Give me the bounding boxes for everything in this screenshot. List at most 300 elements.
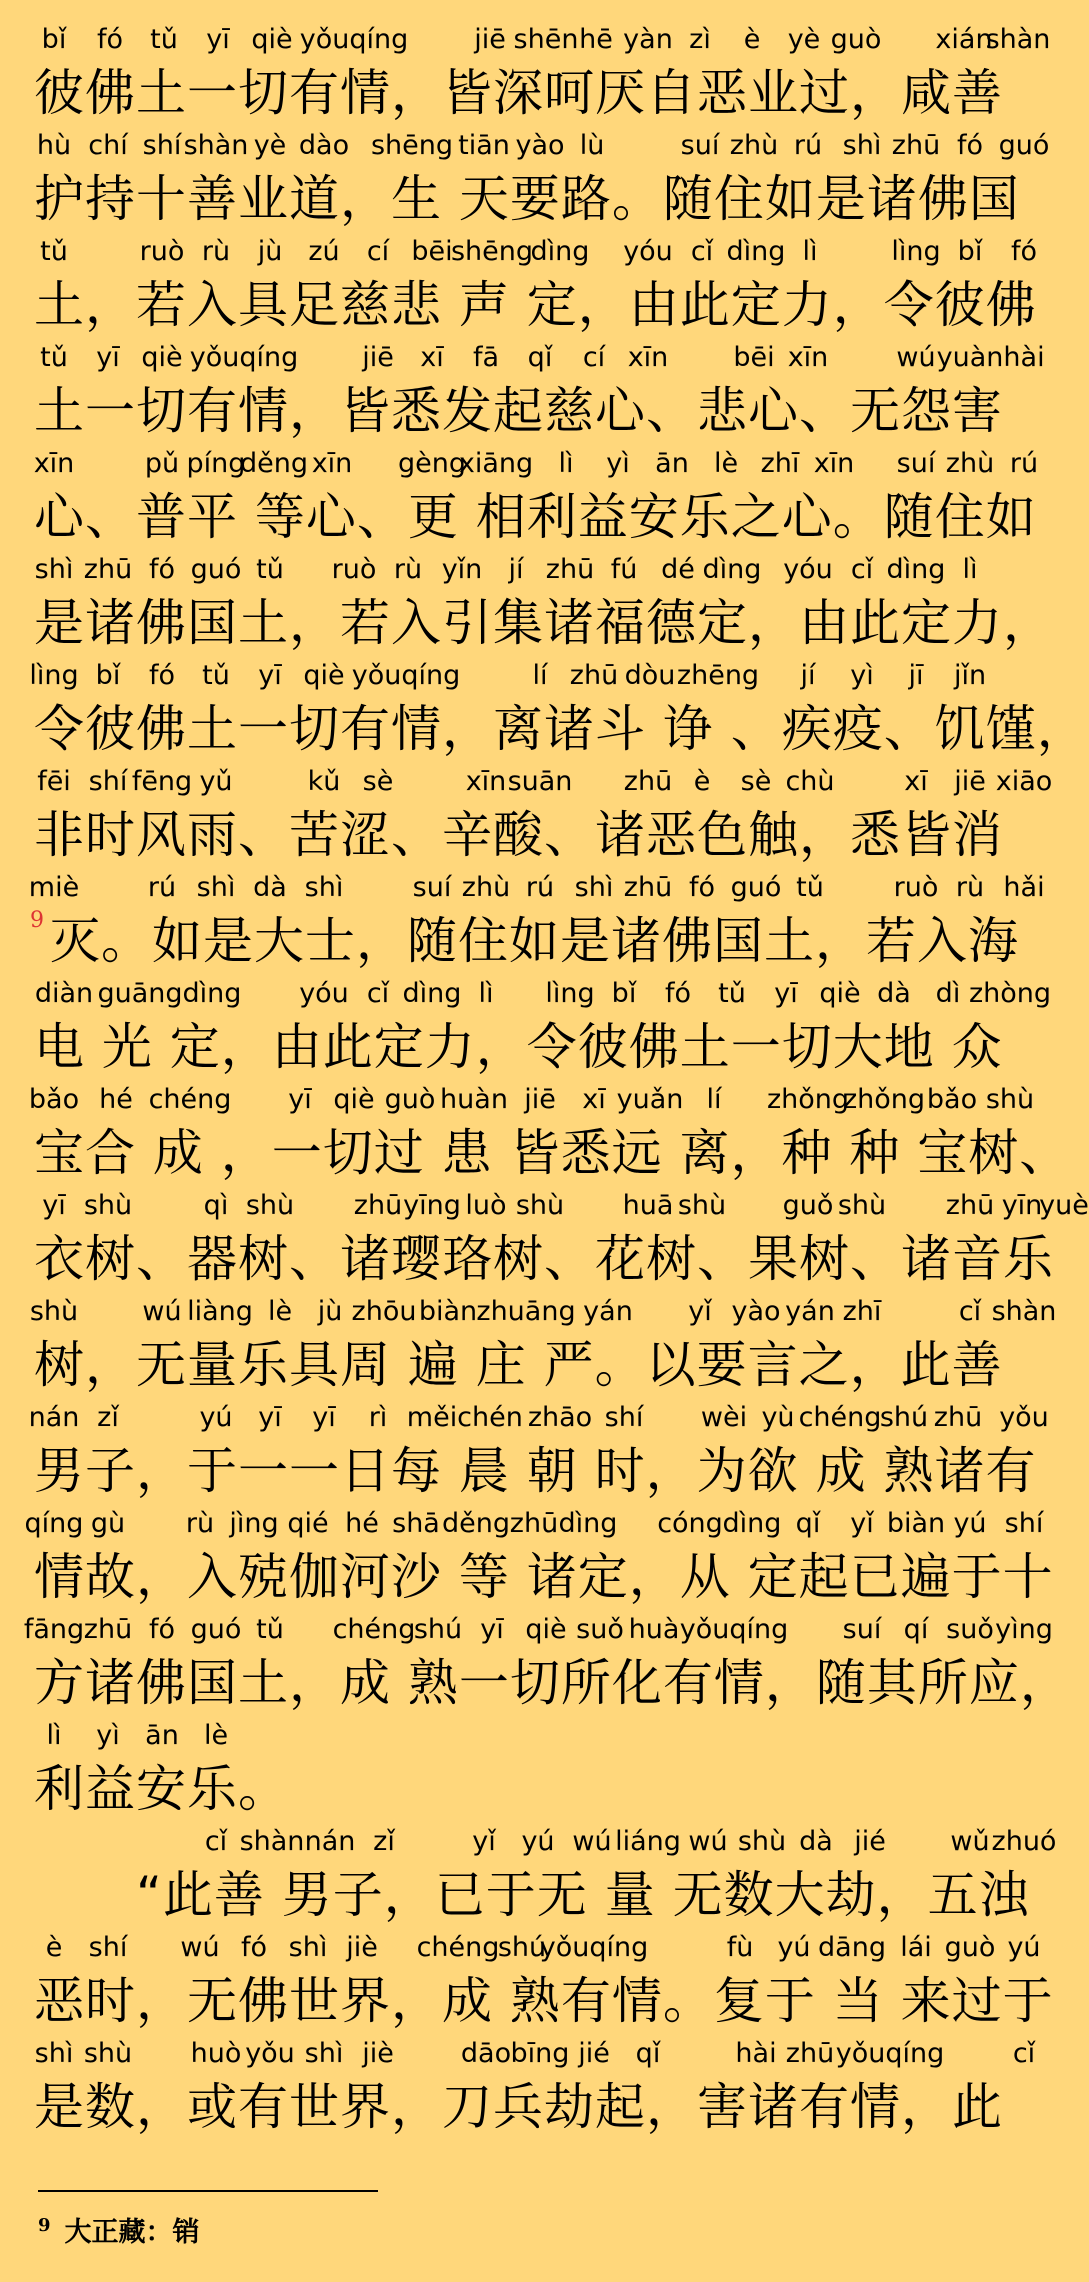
pinyin-syllable: yóu	[623, 236, 673, 267]
text-line	[0, 974, 1080, 1080]
pinyin-syllable: cóng	[657, 1508, 723, 1539]
pinyin-syllable: jié	[578, 2038, 610, 2069]
pinyin-syllable: shù	[83, 2038, 133, 2069]
pinyin-syllable: qiè	[819, 978, 861, 1009]
pinyin-syllable: chéng	[416, 1932, 500, 1963]
pinyin-syllable: shí	[604, 1402, 644, 1433]
pinyin-syllable: qiè	[251, 24, 293, 55]
chinese-text: 利益安乐。	[34, 1760, 289, 1818]
pinyin-syllable: cǐ	[958, 1296, 982, 1327]
pinyin-syllable: děng	[239, 448, 309, 479]
pinyin-syllable: qíng	[24, 1508, 84, 1539]
pinyin-syllable: rù	[955, 872, 985, 903]
pinyin-syllable: xīn	[787, 342, 829, 373]
pinyin-syllable: rì	[368, 1402, 388, 1433]
pinyin-syllable: è	[693, 766, 711, 797]
pinyin-syllable: yú	[953, 1508, 987, 1539]
pinyin-syllable: shàn	[183, 130, 249, 161]
pinyin-syllable: cǐ	[204, 1826, 228, 1857]
chinese-text: 衣树、器树、诸璎珞树、花树、果树、诸音乐	[34, 1230, 1054, 1288]
pinyin-syllable: xīn	[465, 766, 507, 797]
pinyin-syllable: yǒu	[245, 2038, 295, 2069]
pinyin-syllable: guò	[384, 1084, 436, 1115]
pinyin-syllable: yǒuqíng	[299, 24, 409, 55]
pinyin-syllable: hǎi	[1003, 872, 1045, 903]
pinyin-syllable: zhù	[729, 130, 779, 161]
pinyin-syllable: shēng	[450, 236, 534, 267]
pinyin-syllable: sè	[740, 766, 772, 797]
pinyin-syllable: lè	[203, 1720, 229, 1751]
pinyin-syllable: shí	[88, 1932, 128, 1963]
pinyin-syllable: tǔ	[256, 554, 284, 585]
pinyin-syllable: xián	[935, 24, 993, 55]
pinyin-syllable: wú	[896, 342, 936, 373]
pinyin-syllable: biàn	[418, 1296, 478, 1327]
text-line	[0, 1398, 1080, 1504]
pinyin-syllable: bǐ	[41, 24, 67, 55]
pinyin-syllable: cí	[366, 236, 390, 267]
pinyin-syllable: shù	[837, 1190, 887, 1221]
pinyin-syllable: rù	[201, 236, 231, 267]
pinyin-syllable: gù	[90, 1508, 126, 1539]
pinyin-syllable: nán	[304, 1826, 356, 1857]
pinyin-syllable: yī	[480, 1614, 504, 1645]
pinyin-syllable: ruò	[893, 872, 939, 903]
pinyin-syllable: suí	[412, 872, 452, 903]
pinyin-row	[0, 1822, 1080, 1862]
pinyin-syllable: rú	[147, 872, 177, 903]
pinyin-syllable: dìng	[182, 978, 242, 1009]
pinyin-syllable: yóu	[299, 978, 349, 1009]
pinyin-row	[0, 1504, 1080, 1544]
pinyin-syllable: shì	[574, 872, 614, 903]
pinyin-syllable: dìng	[886, 554, 946, 585]
pinyin-syllable: yǔ	[199, 766, 233, 797]
pinyin-syllable: tiān	[458, 130, 510, 161]
pinyin-syllable: jìng	[229, 1508, 279, 1539]
pinyin-syllable: zhū	[353, 1190, 403, 1221]
pinyin-syllable: yī	[774, 978, 798, 1009]
chinese-text: 方诸佛国土，成 熟一切所化有情，随其所应，	[34, 1654, 1071, 1712]
pinyin-syllable: yuǎn	[616, 1084, 684, 1115]
pinyin-syllable: fó	[1010, 236, 1038, 267]
pinyin-syllable: guò	[830, 24, 882, 55]
pinyin-row	[0, 868, 1080, 908]
pinyin-syllable: shù	[515, 1190, 565, 1221]
pinyin-syllable: hù	[36, 130, 72, 161]
pinyin-syllable: qiè	[141, 342, 183, 373]
pinyin-syllable: pǔ	[144, 448, 180, 479]
pinyin-syllable: yǒuqíng	[539, 1932, 649, 1963]
chinese-text: 是数，或有世界，刀兵劫起，害诸有情，此	[34, 2078, 1003, 2136]
pinyin-syllable: dìng	[530, 236, 590, 267]
pinyin-syllable: jù	[257, 236, 283, 267]
pinyin-syllable: shù	[29, 1296, 79, 1327]
text-line	[0, 550, 1080, 656]
pinyin-syllable: zhòng	[968, 978, 1052, 1009]
pinyin-syllable: dāng	[818, 1932, 886, 1963]
pinyin-syllable: jiè	[362, 2038, 394, 2069]
pinyin-syllable: lì	[558, 448, 574, 479]
pinyin-syllable: lìng	[545, 978, 595, 1009]
pinyin-row	[0, 1716, 1080, 1756]
pinyin-syllable: shā	[392, 1508, 440, 1539]
pinyin-syllable: dìng	[726, 236, 786, 267]
pinyin-syllable: shēn	[513, 24, 579, 55]
pinyin-row	[0, 2034, 1080, 2074]
pinyin-syllable: yàn	[623, 24, 673, 55]
pinyin-syllable: bǐ	[611, 978, 637, 1009]
pinyin-syllable: rú	[793, 130, 823, 161]
text-line	[0, 20, 1080, 126]
text-line	[0, 1822, 1080, 1928]
pinyin-syllable: zhū	[933, 1402, 983, 1433]
pinyin-syllable: shù	[245, 1190, 295, 1221]
pinyin-row	[0, 1080, 1080, 1120]
pinyin-syllable: tǔ	[40, 342, 68, 373]
pinyin-syllable: shì	[842, 130, 882, 161]
text-line	[0, 1186, 1089, 1292]
pinyin-syllable: hài	[735, 2038, 777, 2069]
pinyin-syllable: dāo	[460, 2038, 512, 2069]
text-line	[0, 338, 1080, 444]
pinyin-syllable: lè	[713, 448, 739, 479]
pinyin-row	[0, 1186, 1089, 1226]
pinyin-syllable: wú	[688, 1826, 728, 1857]
pinyin-syllable: zhū	[891, 130, 941, 161]
text-line	[0, 1504, 1080, 1610]
pinyin-syllable: yuè	[1039, 1190, 1089, 1221]
footnote-text: 大正藏：销	[64, 2217, 200, 2248]
pinyin-syllable: wú	[142, 1296, 182, 1327]
pinyin-syllable: shàn	[991, 1296, 1057, 1327]
pinyin-syllable: dà	[877, 978, 911, 1009]
pinyin-syllable: yú	[777, 1932, 811, 1963]
chinese-text: 恶时，无佛世界，成 熟有情。复于 当 来过于	[34, 1972, 1054, 2030]
pinyin-syllable: chéng	[148, 1084, 232, 1115]
pinyin-syllable: yǒu	[999, 1402, 1049, 1433]
pinyin-syllable: jiē	[474, 24, 506, 55]
pinyin-syllable: zhū	[545, 554, 595, 585]
pinyin-row	[0, 126, 1080, 166]
pinyin-syllable: zhī	[760, 448, 800, 479]
pinyin-row	[0, 656, 1080, 696]
pinyin-syllable: yè	[253, 130, 287, 161]
pinyin-syllable: zhēng	[676, 660, 760, 691]
pinyin-syllable: shí	[1004, 1508, 1044, 1539]
pinyin-syllable: lì	[962, 554, 978, 585]
pinyin-row	[0, 1398, 1080, 1438]
pinyin-syllable: zhū	[83, 554, 133, 585]
pinyin-syllable: shù	[677, 1190, 727, 1221]
pinyin-syllable: wèi	[700, 1402, 748, 1433]
pinyin-syllable: zú	[308, 236, 340, 267]
pinyin-syllable: zhū	[623, 766, 673, 797]
pinyin-syllable: fó	[148, 554, 176, 585]
pinyin-syllable: huò	[190, 2038, 242, 2069]
text-line	[0, 1928, 1080, 2034]
pinyin-syllable: gèng	[397, 448, 467, 479]
pinyin-syllable: dìng	[702, 554, 762, 585]
pinyin-syllable: yǐ	[688, 1296, 712, 1327]
pinyin-syllable: cí	[582, 342, 606, 373]
pinyin-syllable: diàn	[34, 978, 94, 1009]
pinyin-syllable: rù	[393, 554, 423, 585]
pinyin-syllable: yào	[731, 1296, 781, 1327]
pinyin-syllable: zhù	[461, 872, 511, 903]
pinyin-syllable: yīng	[403, 1190, 461, 1221]
pinyin-syllable: zhū	[945, 1190, 995, 1221]
pinyin-syllable: lìng	[29, 660, 79, 691]
pinyin-syllable: shì	[34, 2038, 74, 2069]
chinese-text: 树，无量乐具周 遍 庄 严。以要言之，此善	[34, 1336, 1003, 1394]
pinyin-syllable: guò	[944, 1932, 996, 1963]
pinyin-syllable: yóu	[783, 554, 833, 585]
pinyin-syllable: ān	[655, 448, 689, 479]
pinyin-syllable: jǐn	[953, 660, 987, 691]
pinyin-syllable: ruò	[331, 554, 377, 585]
pinyin-syllable: cǐ	[690, 236, 714, 267]
footnote-divider	[38, 2190, 378, 2192]
pinyin-syllable: yǒuqíng	[835, 2038, 945, 2069]
chinese-text: 男子，于一一日每 晨 朝 时，为欲 成 熟诸有	[34, 1442, 1037, 1500]
pinyin-syllable: qǐ	[527, 342, 553, 373]
pinyin-syllable: ān	[145, 1720, 179, 1751]
text-line	[0, 868, 1080, 974]
chinese-text: “此善 男子，已于无 量 无数大劫，五浊	[34, 1866, 1030, 1924]
pinyin-syllable: huā	[622, 1190, 674, 1221]
pinyin-syllable: zhū	[623, 872, 673, 903]
pinyin-syllable: shù	[83, 1190, 133, 1221]
footnote-number: 9	[38, 2215, 51, 2236]
pinyin-syllable: yī	[42, 1190, 66, 1221]
text-line	[0, 762, 1080, 868]
pinyin-syllable: cǐ	[366, 978, 390, 1009]
pinyin-syllable: huà	[628, 1614, 680, 1645]
pinyin-syllable: fā	[472, 342, 500, 373]
pinyin-syllable: yī	[96, 342, 120, 373]
pinyin-syllable: yìng	[995, 1614, 1053, 1645]
pinyin-syllable: yú	[1007, 1932, 1041, 1963]
text-line	[0, 1292, 1080, 1398]
footnote-marker: 9	[30, 908, 44, 933]
pinyin-syllable: lìng	[891, 236, 941, 267]
chinese-text: 护持十善业道，生 天要路。随住如是诸佛国	[34, 170, 1020, 228]
pinyin-syllable: shēng	[370, 130, 454, 161]
pinyin-syllable: shàn	[985, 24, 1051, 55]
pinyin-syllable: suí	[842, 1614, 882, 1645]
pinyin-row	[0, 1928, 1080, 1968]
chinese-text: 土一切有情，皆悉发起慈心、悲心、无怨害	[34, 382, 1003, 440]
pinyin-row	[0, 232, 1080, 272]
pinyin-syllable: lì	[802, 236, 818, 267]
pinyin-syllable: fó	[240, 1932, 268, 1963]
pinyin-syllable: yì	[606, 448, 630, 479]
pinyin-syllable: è	[45, 1932, 63, 1963]
pinyin-syllable: zhù	[945, 448, 995, 479]
chinese-text: 情故，入殑伽河沙 等 诸定，从 定起已遍于十	[34, 1548, 1054, 1606]
pinyin-syllable: kǔ	[307, 766, 341, 797]
pinyin-syllable: zhōu	[351, 1296, 417, 1327]
pinyin-syllable: wǔ	[950, 1826, 990, 1857]
pinyin-syllable: lè	[267, 1296, 293, 1327]
pinyin-syllable: jù	[317, 1296, 343, 1327]
pinyin-syllable: zhū	[509, 1508, 559, 1539]
pinyin-row	[0, 550, 1080, 590]
pinyin-syllable: xiāng	[458, 448, 534, 479]
pinyin-syllable: qǐ	[795, 1508, 821, 1539]
chinese-text: 心、普平 等心、更 相利益安乐之心。随住如	[34, 488, 1037, 546]
pinyin-syllable: yǒuqíng	[351, 660, 461, 691]
pinyin-syllable: yīn	[1001, 1190, 1043, 1221]
pinyin-syllable: zǐ	[97, 1402, 119, 1433]
pinyin-syllable: dòu	[624, 660, 676, 691]
pinyin-syllable: fāng	[23, 1614, 85, 1645]
chinese-text: 令彼佛土一切有情，离诸斗 诤 、疾疫、饥馑，	[34, 700, 1088, 758]
pinyin-syllable: qì	[203, 1190, 229, 1221]
pinyin-syllable: chù	[785, 766, 835, 797]
pinyin-syllable: liáng	[615, 1826, 681, 1857]
pinyin-row	[0, 974, 1080, 1014]
pinyin-syllable: lì	[478, 978, 494, 1009]
pinyin-row	[0, 444, 1080, 484]
pinyin-syllable: fēng	[131, 766, 193, 797]
pinyin-syllable: shù	[985, 1084, 1035, 1115]
pinyin-syllable: dé	[661, 554, 695, 585]
pinyin-syllable: yī	[258, 660, 282, 691]
pinyin-syllable: jiē	[954, 766, 986, 797]
pinyin-syllable: dìng	[402, 978, 462, 1009]
pinyin-syllable: jī	[908, 660, 924, 691]
pinyin-syllable: tǔ	[40, 236, 68, 267]
pinyin-syllable: lí	[532, 660, 548, 691]
pinyin-syllable: dà	[799, 1826, 833, 1857]
pinyin-syllable: qiè	[333, 1084, 375, 1115]
pinyin-syllable: nán	[28, 1402, 80, 1433]
pinyin-syllable: dìng	[558, 1508, 618, 1539]
pinyin-syllable: jié	[854, 1826, 886, 1857]
pinyin-syllable: guó	[190, 1614, 242, 1645]
pinyin-syllable: hē	[579, 24, 613, 55]
pinyin-syllable: guǒ	[782, 1190, 834, 1221]
pinyin-syllable: fù	[726, 1932, 754, 1963]
pinyin-syllable: yǐ	[472, 1826, 496, 1857]
text-line	[0, 232, 1080, 338]
pinyin-syllable: miè	[28, 872, 80, 903]
pinyin-syllable: huàn	[440, 1084, 508, 1115]
pinyin-syllable: biàn	[886, 1508, 946, 1539]
pinyin-syllable: shì	[196, 872, 236, 903]
pinyin-syllable: cǐ	[850, 554, 874, 585]
pinyin-syllable: xī	[582, 1084, 606, 1115]
pinyin-syllable: liàng	[187, 1296, 253, 1327]
pinyin-syllable: rú	[1009, 448, 1039, 479]
pinyin-syllable: xīn	[627, 342, 669, 373]
pinyin-syllable: děng	[441, 1508, 511, 1539]
pinyin-row	[0, 1292, 1080, 1332]
pinyin-syllable: yuàn	[936, 342, 1004, 373]
text-line	[0, 444, 1080, 550]
pinyin-syllable: jiè	[346, 1932, 378, 1963]
pinyin-syllable: bǎo	[926, 1084, 978, 1115]
pinyin-syllable: píng	[186, 448, 246, 479]
pinyin-syllable: zhū	[785, 2038, 835, 2069]
pinyin-syllable: bīng	[510, 2038, 570, 2069]
pinyin-syllable: yú	[199, 1402, 233, 1433]
pinyin-syllable: xīn	[813, 448, 855, 479]
text-line	[0, 1080, 1080, 1186]
pinyin-syllable: chén	[457, 1402, 523, 1433]
pinyin-syllable: bǐ	[957, 236, 983, 267]
pinyin-syllable: yì	[96, 1720, 120, 1751]
pinyin-syllable: yào	[515, 130, 565, 161]
chinese-text: 彼佛土一切有情，皆深呵厌自恶业过，咸善	[34, 64, 1003, 122]
pinyin-syllable: cǐ	[1012, 2038, 1036, 2069]
pinyin-syllable: shí	[142, 130, 182, 161]
pinyin-row	[0, 338, 1080, 378]
text-line	[0, 2034, 1080, 2140]
pinyin-syllable: jiē	[362, 342, 394, 373]
pinyin-syllable: zhǒng	[842, 1084, 926, 1115]
pinyin-syllable: yī	[288, 1084, 312, 1115]
pinyin-syllable: sè	[362, 766, 394, 797]
chinese-text: 土，若入具足慈悲 声 定，由此定力，令彼佛	[34, 276, 1037, 334]
pinyin-syllable: dào	[298, 130, 350, 161]
pinyin-syllable: chí	[88, 130, 128, 161]
pinyin-syllable: è	[743, 24, 761, 55]
pinyin-syllable: jí	[508, 554, 524, 585]
pinyin-syllable: xiāo	[995, 766, 1053, 797]
pinyin-syllable: yán	[785, 1296, 835, 1327]
pinyin-syllable: tǔ	[202, 660, 230, 691]
pinyin-syllable: luò	[465, 1190, 507, 1221]
pinyin-syllable: yī	[206, 24, 230, 55]
pinyin-syllable: zhuó	[991, 1826, 1057, 1857]
pinyin-syllable: zì	[689, 24, 711, 55]
pinyin-syllable: fó	[148, 1614, 176, 1645]
pinyin-syllable: qié	[287, 1508, 329, 1539]
pinyin-syllable: guó	[998, 130, 1050, 161]
pinyin-syllable: guāng	[97, 978, 183, 1009]
pinyin-syllable: xī	[420, 342, 444, 373]
pinyin-syllable: lái	[900, 1932, 932, 1963]
pinyin-syllable: lù	[579, 130, 605, 161]
pinyin-syllable: yǐn	[441, 554, 483, 585]
pinyin-syllable: shù	[737, 1826, 787, 1857]
pinyin-syllable: qí	[903, 1614, 929, 1645]
pinyin-syllable: xīn	[33, 448, 75, 479]
pinyin-syllable: měi	[406, 1402, 458, 1433]
pinyin-syllable: yán	[583, 1296, 633, 1327]
pinyin-syllable: suí	[896, 448, 936, 479]
pinyin-syllable: shì	[288, 1932, 328, 1963]
pinyin-syllable: yù	[761, 1402, 795, 1433]
text-line	[0, 1716, 1080, 1822]
pinyin-syllable: bēi	[733, 342, 775, 373]
pinyin-syllable: xīn	[311, 448, 353, 479]
pinyin-syllable: yè	[787, 24, 821, 55]
pinyin-syllable: zhuāng	[476, 1296, 576, 1327]
pinyin-syllable: zǐ	[373, 1826, 395, 1857]
pinyin-syllable: dìng	[722, 1508, 782, 1539]
pinyin-syllable: hài	[1003, 342, 1045, 373]
pinyin-syllable: bǐ	[95, 660, 121, 691]
pinyin-syllable: zhǒng	[766, 1084, 850, 1115]
pinyin-syllable: shì	[34, 554, 74, 585]
pinyin-syllable: tǔ	[256, 1614, 284, 1645]
pinyin-syllable: yī	[312, 1402, 336, 1433]
pinyin-syllable: qǐ	[635, 2038, 661, 2069]
